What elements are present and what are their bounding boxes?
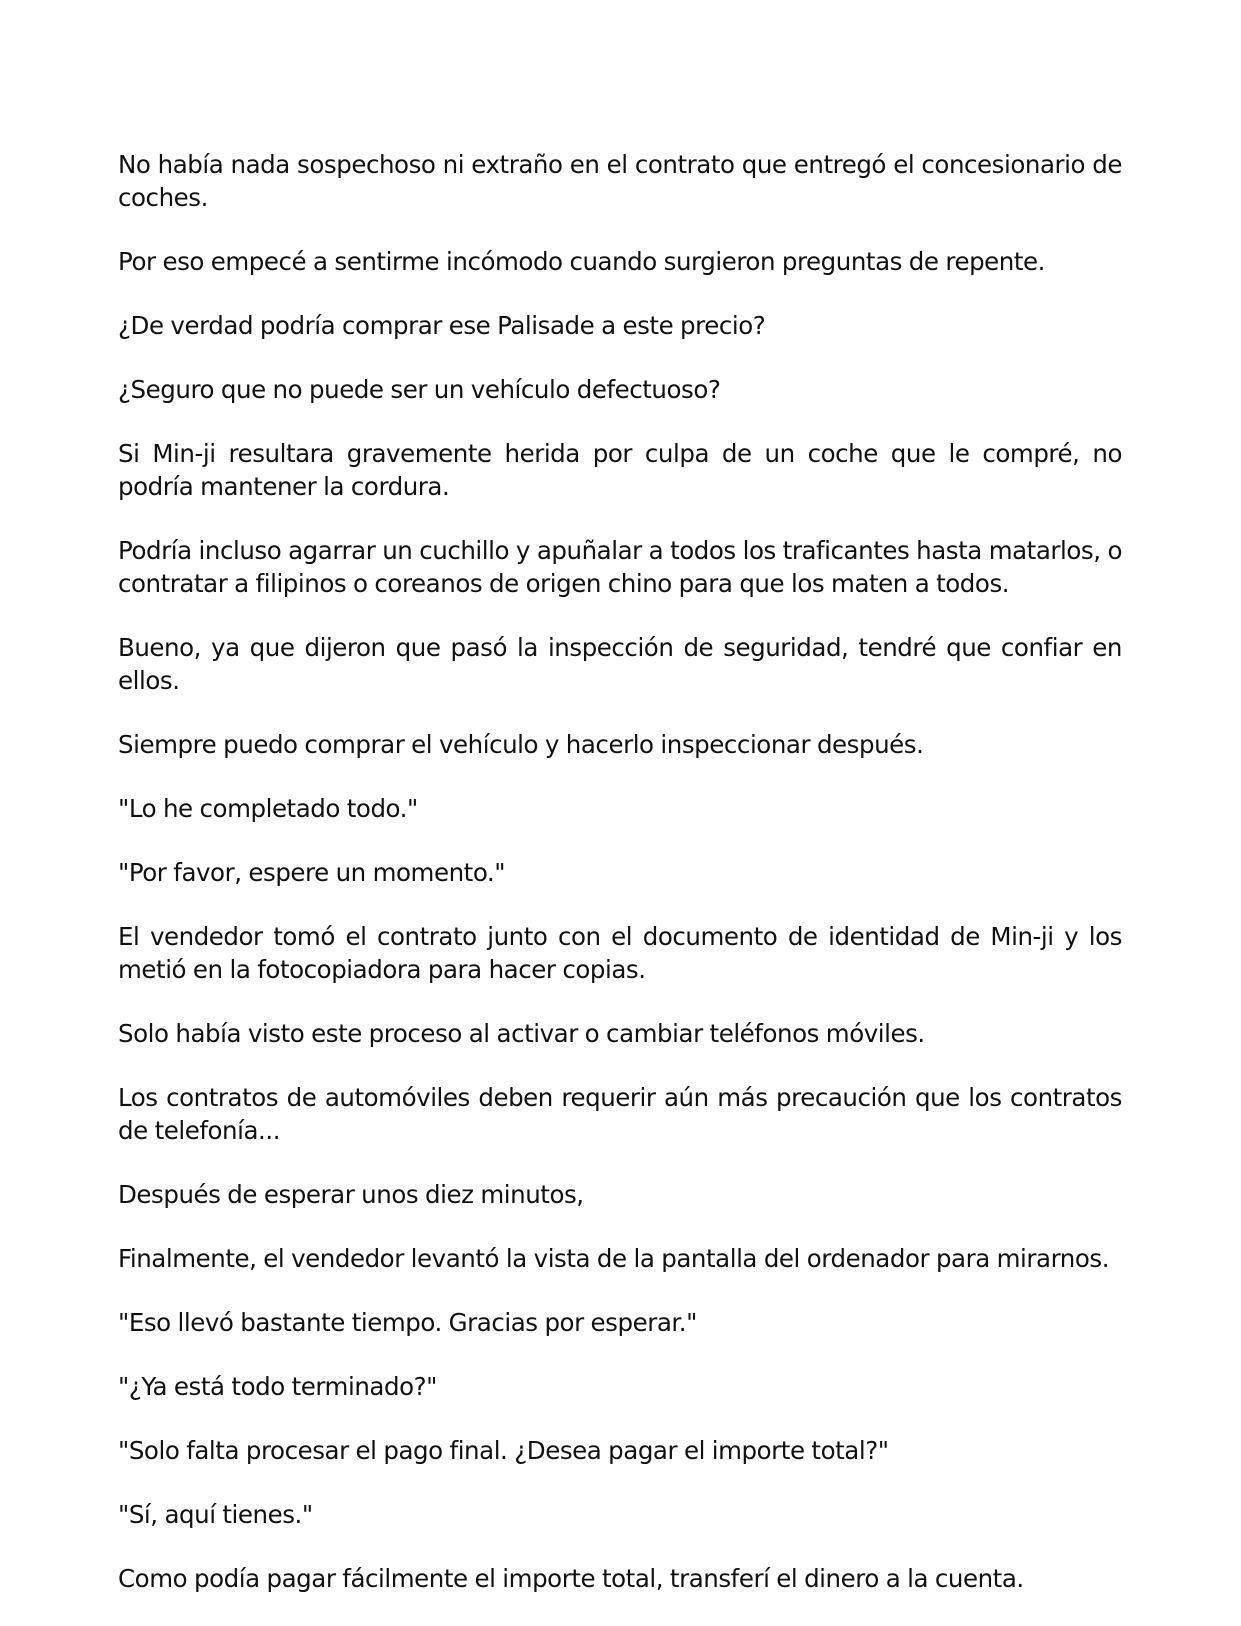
paragraph: Bueno, ya que dijeron que pasó la inspección de seguridad, tendré que confiar en ellos. bbox=[118, 633, 1122, 695]
paragraph: Finalmente, el vendedor levantó la vista de la pantalla del ordenador para mirarnos. bbox=[118, 1244, 1110, 1273]
paragraph: Después de esperar unos diez minutos, bbox=[118, 1180, 584, 1209]
paragraph: ¿De verdad podría comprar ese Palisade a este precio? bbox=[118, 311, 766, 340]
paragraph: "Por favor, espere un momento." bbox=[118, 858, 506, 887]
paragraph: Siempre puedo comprar el vehículo y hacerlo inspeccionar después. bbox=[118, 730, 924, 759]
paragraph: "Solo falta procesar el pago final. ¿Desea pagar el importe total?" bbox=[118, 1436, 889, 1465]
body-text bbox=[118, 148, 1122, 1626]
paragraph: Solo había visto este proceso al activar o cambiar teléfonos móviles. bbox=[118, 1019, 925, 1048]
paragraph: Los contratos de automóviles deben requerir aún más precaución que los contratos de telefonía... bbox=[118, 1083, 1122, 1145]
paragraph: ¿Seguro que no puede ser un vehículo defectuoso? bbox=[118, 375, 721, 404]
paragraph: No había nada sospechoso ni extraño en el contrato que entregó el concesionario de coches. bbox=[118, 150, 1122, 212]
paragraph: "¿Ya está todo terminado?" bbox=[118, 1372, 437, 1401]
paragraph: "Lo he completado todo." bbox=[118, 794, 418, 823]
paragraph: "Eso llevó bastante tiempo. Gracias por esperar." bbox=[118, 1308, 697, 1337]
paragraph: Como podía pagar fácilmente el importe total, transferí el dinero a la cuenta. bbox=[118, 1564, 1024, 1593]
paragraph: Por eso empecé a sentirme incómodo cuando surgieron preguntas de repente. bbox=[118, 247, 1045, 276]
paragraph: Si Min-ji resultara gravemente herida por culpa de un coche que le compré, no podría mantener la cordura. bbox=[118, 439, 1122, 501]
paragraph: Podría incluso agarrar un cuchillo y apuñalar a todos los traficantes hasta matarlos, o contratar a filipinos o coreanos de origen chino para que los maten a todos. bbox=[118, 536, 1122, 598]
paragraph: "Sí, aquí tienes." bbox=[118, 1500, 313, 1529]
paragraph: El vendedor tomó el contrato junto con el documento de identidad de Min-ji y los metió en la fotocopiadora para hacer copias. bbox=[118, 922, 1122, 984]
